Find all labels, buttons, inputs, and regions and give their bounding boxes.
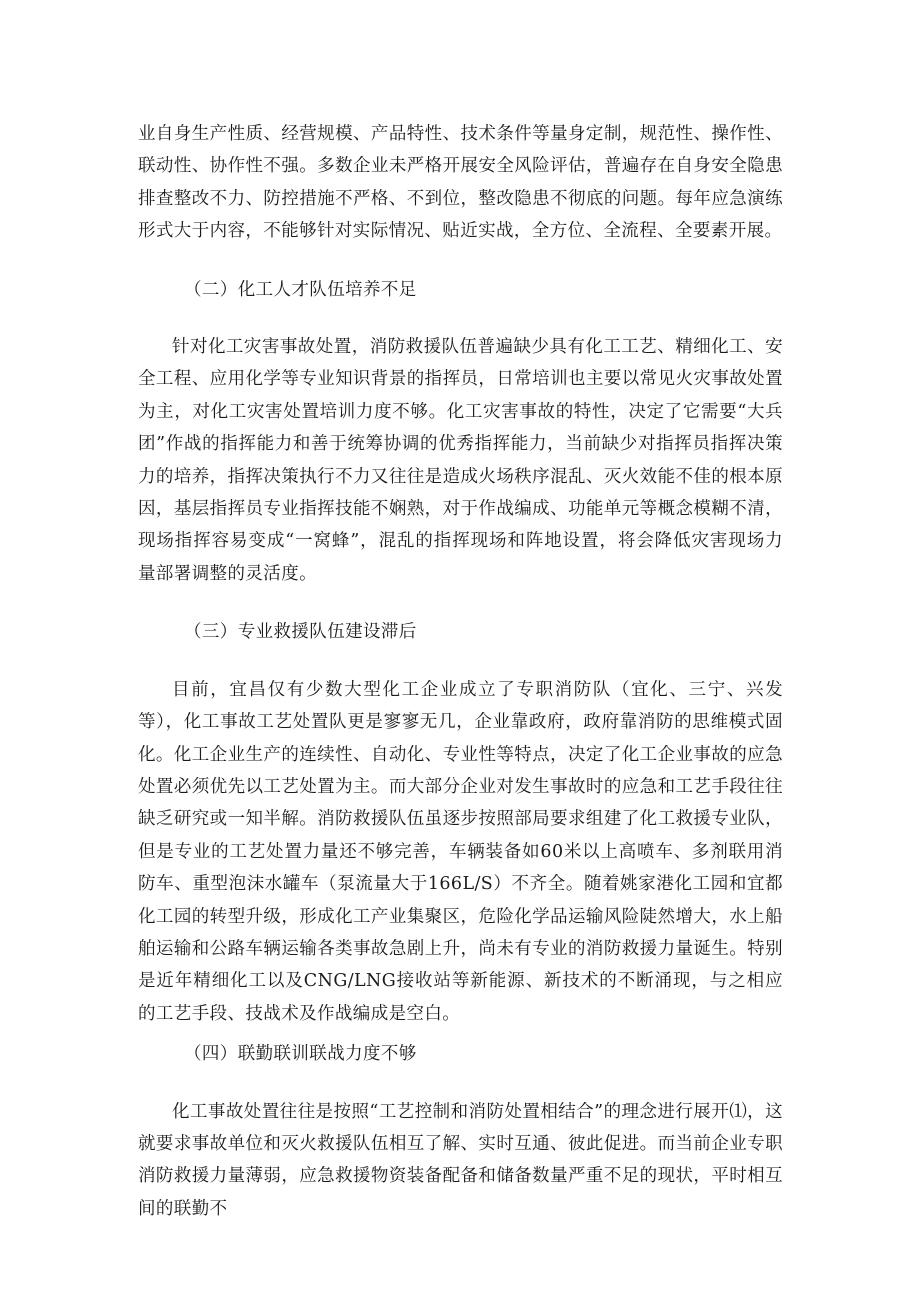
spacer [138, 248, 783, 274]
spacer [138, 306, 783, 331]
section-heading-4: （四）联勤联训联战力度不够 [184, 1044, 417, 1065]
paragraph-section-3: 目前，宜昌仅有少数大型化工企业成立了专职消防队（宜化、三宁、兴发等），化工事故工艺处置队更是寥寥无几，企业靠政府，政府靠消防的思维模式固化。化工企业生产的连续性、自动化、专业性等特点，决定了化工企业事故的应急处置必须优先以工艺处置为主。而大部分企业对发生事故时的应急和工艺手段往往缺乏研究或一知半解。消防救援队伍虽逐步按照部局要求组建了化工救援专业队，但是专业的工艺处置力量还不够完善，车辆装备如60米以上高喷车、多剂联用消防车、重型泡沫水罐车（泵流量大于166L/S）不齐全。随着姚家港化工园和宜都化工园的转型升级，形成化工产业集聚区，危险化学品运输风险陡然增大，水上船舶运输和公路车辆运输各类事故急剧上升，尚未有专业的消防救援力量诞生。特别是近年精细化工以及CNG/LNG接收站等新能源、新技术的不断涌现，与之相应的工艺手段、技战术及作战编成是空白。 [138, 679, 783, 1024]
paragraph-intro: 业自身生产性质、经营规模、产品特性、技术条件等量身定制，规范性、操作性、联动性、协作性不强。多数企业未严格开展安全风险评估，普遍存在自身安全隐患排查整改不力、防控措施不严格、不到位，整改隐患不彻底的问题。每年应急演练形式大于内容，不能够针对实际情况、贴近实战，全方位、全流程、全要素开展。 [138, 124, 783, 242]
document-page [138, 118, 783, 1225]
paragraph-section-2: 针对化工灾害事故处置，消防救援队伍普遍缺少具有化工工艺、精细化工、安全工程、应用化学等专业知识背景的指挥员，日常培训也主要以常见火灾事故处置为主，对化工灾害处置培训力度不够。化工灾害事故的特性，决定了它需要“大兵团”作战的指挥能力和善于统筹协调的优秀指挥能力，当前缺少对指挥员指挥决策力的培养，指挥决策执行不力又往往是造成火场秩序混乱、灭火效能不佳的根本原因，基层指挥员专业指挥技能不娴熟，对于作战编成、功能单元等概念模糊不清，现场指挥容易变成“一窝蜂”，混乱的指挥现场和阵地设置，将会降低灾害现场力量部署调整的灵活度。 [138, 337, 783, 584]
spacer [138, 1030, 783, 1038]
spacer [138, 590, 783, 616]
spacer [138, 649, 783, 674]
section-heading-3: （三）专业救援队伍建设滞后 [184, 622, 417, 643]
paragraph-section-4: 化工事故处置往往是按照“工艺控制和消防处置相结合”的理念进行展开⑴，这就要求事故单位和灭火救援队伍相互了解、实时互通、彼此促进。而当前企业专职消防救援力量薄弱，应急救援物资装备配备和储备数量严重不足的现状，平时相互间的联勤不 [138, 1101, 783, 1219]
section-heading-2: （二）化工人才队伍培养不足 [184, 279, 417, 300]
spacer [138, 1071, 783, 1096]
